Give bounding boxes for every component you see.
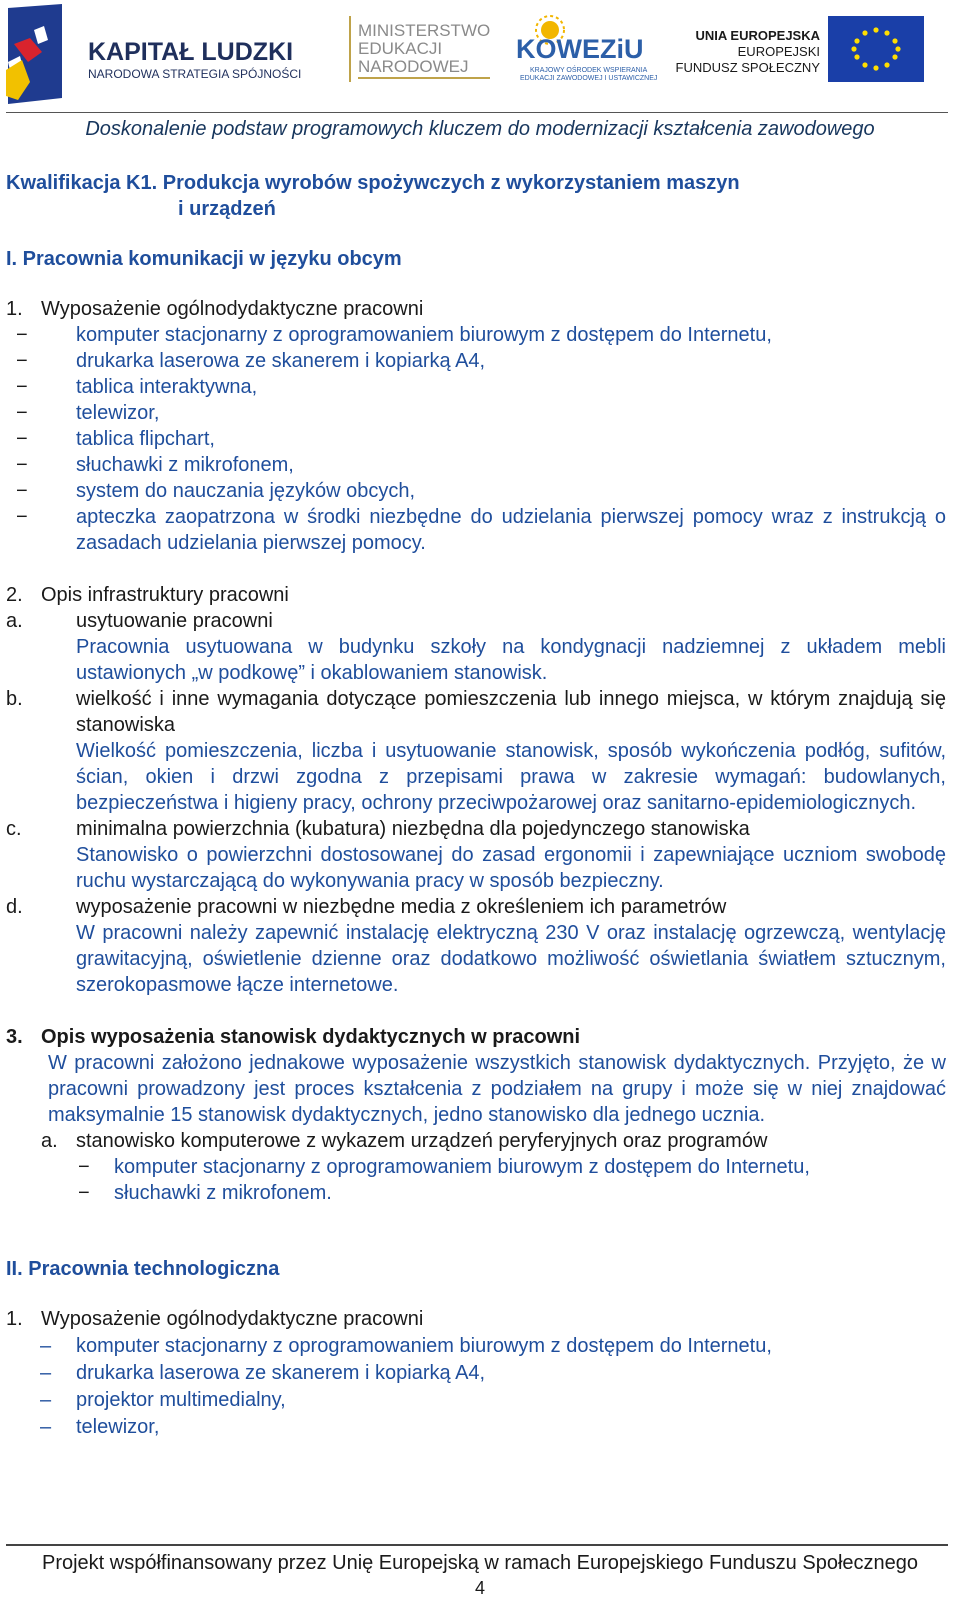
list-item: − tablica flipchart, <box>16 428 215 450</box>
s1-part-2-sub-b: b. wielkość i inne wymagania dotyczące pomieszczenia lub innego miejsca, w którym znajdują się stanowiska Wielkość pomieszczenia, liczba i usytuowanie stanowisk, sposób wykończenia podłóg, sufitów, ścian, okien i drzwi zgodna z przepisami prawa w zakresie wymagań: budowlanych, bezpieczeństwa i higieny pracy, ochrony przeciwpożarowej oraz sanitarno-epidemiologicznych. <box>6 688 946 814</box>
eu-flag-icon <box>828 16 924 82</box>
s1-part-1-title: Wyposażenie ogólnodydaktyczne pracowni <box>41 298 424 320</box>
footer-text: Projekt współfinansowany przez Unię Europejską w ramach Europejskiego Funduszu Społecznego <box>41 1552 919 1574</box>
s2-part-1-number: 1. <box>6 1308 23 1330</box>
s1-part-2-sub-a: a. usytuowanie pracowni Pracownia usytuowana w budynku szkoły na kondygnacji nadziemnej z układem mebli ustawionych „w podkowę” i okablowaniem stanowisk. <box>6 610 946 684</box>
s2-part-1 <box>6 1306 946 1441</box>
list-item: − słuchawki z mikrofonem. <box>78 1182 332 1204</box>
document-subtitle: Doskonalenie podstaw programowych kluczem do modernizacji kształcenia zawodowego <box>85 118 875 140</box>
qualification-line-1: Kwalifikacja K1. Produkcja wyrobów spożywczych z wykorzystaniem maszyn <box>6 172 740 194</box>
list-item: − słuchawki z mikrofonem, <box>16 454 294 476</box>
kapital-ludzki-title: KAPITAŁ LUDZKI <box>88 38 294 66</box>
s1-part-3-sub-a: a. stanowisko komputerowe z wykazem urządzeń peryferyjnych oraz programów <box>41 1130 768 1152</box>
eu-line-3: FUNDUSZ SPOŁECZNY <box>675 60 820 75</box>
s1-part-3 <box>6 1024 946 1206</box>
list-item: − telewizor, <box>16 402 160 424</box>
qualification-title <box>6 170 946 222</box>
s2-part-1-title: Wyposażenie ogólnodydaktyczne pracowni <box>41 1308 424 1330</box>
kapital-ludzki-flag-icon <box>6 4 62 104</box>
section-2-heading: II. Pracownia technologiczna <box>6 1258 280 1280</box>
logo-bar-graphics <box>0 0 960 110</box>
ministry-line-3: NARODOWEJ <box>358 57 469 76</box>
s1-part-1-list <box>6 322 946 556</box>
list-item: − tablica interaktywna, <box>16 376 258 398</box>
list-item: – telewizor, <box>40 1416 160 1438</box>
s1-part-3-number: 3. <box>6 1026 23 1048</box>
eu-line-1: UNIA EUROPEJSKA <box>695 28 820 43</box>
s1-part-2-title: Opis infrastruktury pracowni <box>41 584 289 606</box>
s1-part-3-heading <box>6 1024 946 1050</box>
list-item: – komputer stacjonarny z oprogramowaniem biurowym z dostępem do Internetu, <box>40 1335 772 1357</box>
list-item: − drukarka laserowa ze skanerem i kopiarką A4, <box>16 350 486 372</box>
list-item: − system do nauczania języków obcych, <box>16 480 416 502</box>
logo-bar <box>0 0 960 110</box>
document-body <box>6 170 946 1441</box>
list-item: − apteczka zaopatrzona w środki niezbędne do udzielania pierwszej pomocy wraz z instrukcją o zasadach udzielania pierwszej pomocy. <box>16 506 946 554</box>
s2-part-1-heading <box>6 1306 946 1333</box>
kapital-ludzki-subtitle: NARODOWA STRATEGIA SPÓJNOŚCI <box>88 67 302 81</box>
s1-part-2-sub-c: c. minimalna powierzchnia (kubatura) niezbędna dla pojedynczego stanowiska Stanowisko o powierzchni dostosowanej do zasad ergonomii i zapewniające uczniom swobodę ruchu wystarczającą do wykonywania pracy w sposób bezpieczny. <box>6 818 946 892</box>
list-item: – projektor multimedialny, <box>40 1389 286 1411</box>
page-number: 4 <box>474 1578 485 1598</box>
s1-part-2-sub-d: d. wyposażenie pracowni w niezbędne media z określeniem ich parametrów W pracowni należy zapewnić instalację elektryczną 230 V oraz instalację ogrzewczą, wentylację grawitacyjną, oświetlenie dzienne oraz dodatkowo możliwość oświetlania światłem sztucznym, szerokopasmowe łącze internetowe. <box>6 896 946 996</box>
s1-part-3-title: Opis wyposażenia stanowisk dydaktycznych w pracowni <box>41 1026 581 1048</box>
s1-part-2-heading <box>6 582 946 608</box>
footer-divider <box>6 1544 948 1546</box>
s1-part-1-number: 1. <box>6 298 23 320</box>
header-divider <box>6 112 948 113</box>
list-item: – drukarka laserowa ze skanerem i kopiarką A4, <box>40 1362 486 1384</box>
koweziu-name: KOWEZiU <box>516 34 644 64</box>
ministry-line-2: EDUKACJI <box>358 39 443 58</box>
s1-part-1 <box>6 296 946 556</box>
list-item: − komputer stacjonarny z oprogramowaniem biurowym z dostępem do Internetu, <box>16 324 772 346</box>
s1-part-2 <box>6 582 946 998</box>
qualification-line-2: i urządzeń <box>178 198 276 220</box>
ministry-line-1: MINISTERSTWO <box>358 21 491 40</box>
list-item: − komputer stacjonarny z oprogramowaniem biurowym z dostępem do Internetu, <box>78 1156 810 1178</box>
s1-part-3-desc: W pracowni założono jednakowe wyposażenie wszystkich stanowisk dydaktycznych. Przyjęto, że w pracowni prowadzony jest proces kształcenia z podziałem na grupy i może się w niej znajdować maksymalnie 15 stanowisk dydaktycznych, jedno stanowisko dla jednego ucznia. <box>48 1052 946 1126</box>
section-1-heading: I. Pracownia komunikacji w języku obcym <box>6 248 402 270</box>
koweziu-sub-2: EDUKACJI ZAWODOWEJ I USTAWICZNEJ <box>520 75 658 82</box>
eu-line-2: EUROPEJSKI <box>737 44 820 59</box>
koweziu-sub-1: KRAJOWY OŚRODEK WSPIERANIA <box>530 67 648 74</box>
s1-part-2-number: 2. <box>6 584 23 606</box>
s1-part-1-heading <box>6 296 946 322</box>
